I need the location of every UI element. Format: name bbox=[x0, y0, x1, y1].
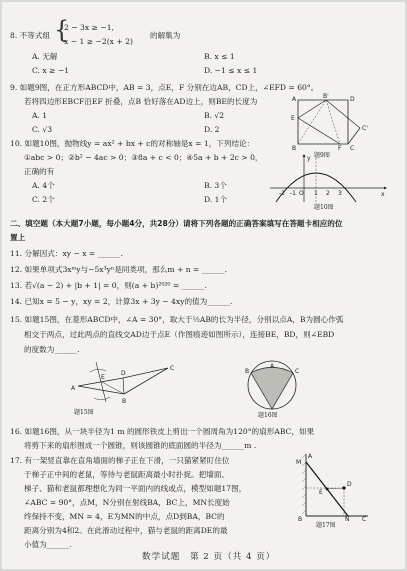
q10-line1: 10. 如题10图，抛物线y = ax² + bx + c的对称轴是x = 1，下列结论： bbox=[10, 139, 255, 148]
q9-option-c: C. √3 bbox=[32, 125, 53, 134]
fig9-label-f: F bbox=[338, 145, 342, 152]
fig15-label-a: A bbox=[71, 385, 76, 392]
section2-title-line1: 二、填空题（本大题7小题，每小题4分，共28分）请将下列各题的正确答案填写在答题卡相应的位 bbox=[10, 219, 343, 228]
fig9-label-b: B bbox=[292, 145, 297, 152]
fig10-tick-3: 3 bbox=[338, 190, 342, 197]
q9-option-a: A. 1 bbox=[32, 111, 48, 120]
fig17-label-e: E bbox=[319, 489, 323, 496]
q8-option-c: C. x ≥ −1 bbox=[32, 66, 70, 75]
figure-16-caption: 题16图 bbox=[258, 412, 278, 419]
figure-16-drawing bbox=[234, 358, 310, 412]
q17-line1: 17. 有一架竖直靠在直角墙面的梯子正在下滑，一只猫紧紧盯住位 bbox=[10, 456, 230, 465]
figure-10-caption: 题10图 bbox=[314, 204, 334, 211]
figure-10 bbox=[266, 152, 390, 212]
fig16-label-a: A bbox=[270, 363, 275, 370]
fig15-label-b: B bbox=[122, 398, 127, 405]
q8-stem-end: 的解集为 bbox=[150, 31, 181, 40]
q15-line2: 相交于两点，过此两点的直线交AD边于点E（作图痕迹如图所示），连接BE，BD，则∠EBD bbox=[24, 330, 335, 339]
q14: 14. 已知x = 5 − y，xy = 2，计算3x + 3y − 4xy的值为______. bbox=[10, 297, 233, 306]
fig16-label-c: C bbox=[295, 368, 300, 375]
fig10-label-y: y bbox=[307, 155, 311, 162]
q8-system-row2: x − 1 ≥ −2(x + 2) bbox=[64, 37, 133, 46]
fig10-tick-2: 2 bbox=[326, 190, 330, 197]
figure-10-drawing bbox=[266, 152, 390, 204]
figure-9-caption: 题9图 bbox=[314, 152, 330, 159]
q10-option-a: A. 4个 bbox=[32, 181, 55, 190]
fig17-label-n: N bbox=[345, 516, 350, 522]
fig10-label-origin: O bbox=[299, 190, 304, 197]
fig9-label-d: D bbox=[350, 96, 355, 103]
q17-line3: 梯子、猫和老鼠都理想化为同一平面内的线或点，模型如题17图， bbox=[24, 484, 247, 493]
fig10-tick-1: 1 bbox=[314, 190, 318, 197]
figure-17 bbox=[292, 450, 370, 530]
fig9-label-e: E bbox=[291, 115, 295, 122]
q15-line3: 的度数为______. bbox=[24, 345, 80, 354]
fig10-label-x: x bbox=[381, 191, 385, 198]
fig16-label-b: B bbox=[245, 368, 250, 375]
fig9-label-cp: C' bbox=[362, 125, 368, 132]
figure-15-drawing bbox=[68, 358, 178, 408]
fig10-tick-minus2: -2 bbox=[279, 190, 285, 197]
q10-line3: 正确的有 bbox=[24, 167, 55, 176]
figure-17-drawing bbox=[292, 450, 370, 522]
figure-16 bbox=[234, 358, 310, 420]
q10-option-d: D. 1个 bbox=[204, 195, 228, 204]
q9-line1: 9. 如题9图，在正方形ABCD中，AB = 3，点E，F 分别在边AB，CD上，∠EFD = 60°。 bbox=[10, 83, 319, 92]
q10-line2: ①abc > 0；②b² − 4ac > 0；③8a + c < 0；④5a + b + 2c > 0， bbox=[24, 153, 263, 162]
q15-line1: 15. 如题15图，在菱形ABCD中，∠A = 30°，取大于½AB的长为半径，分别以点A，B为圆心作弧 bbox=[10, 315, 344, 324]
exam-page bbox=[2, 2, 405, 569]
figure-17-caption: 题17图 bbox=[316, 522, 336, 529]
fig17-label-b: B bbox=[298, 516, 303, 522]
fig15-label-c: C bbox=[170, 365, 175, 372]
fig10-tick-minus1: -1 bbox=[290, 190, 296, 197]
q16-line2: 将剪下来的扇形围成一个圆锥，则该圆锥的底面圆的半径为______m . bbox=[24, 441, 257, 450]
q8-brace: { bbox=[54, 16, 70, 44]
page-footer: 数学试题 第 2 页（共 4 页） bbox=[142, 552, 276, 562]
q9-option-d: D. 2 bbox=[204, 125, 220, 134]
q17-line2: 于梯子正中间的老鼠，等待与老鼠距离最小时扑捉。把墙面、 bbox=[24, 470, 230, 479]
q8-system-row1: 2 − 3x ≥ −1, bbox=[64, 23, 114, 32]
q10-option-b: B. 3个 bbox=[204, 181, 227, 190]
fig17-label-a: A bbox=[308, 453, 313, 460]
q10-option-c: C. 2个 bbox=[32, 195, 55, 204]
q17-line7: 小值为______. bbox=[24, 540, 72, 549]
q8-option-a: A. 无解 bbox=[32, 52, 58, 61]
q8-option-b: B. x ≤ 1 bbox=[204, 52, 235, 61]
figure-15 bbox=[68, 358, 178, 418]
q8-option-d: D. −1 ≤ x ≤ 1 bbox=[204, 66, 258, 75]
fig15-label-d: D bbox=[121, 370, 126, 377]
q12: 12. 如果单项式3xᵐy与−5x³yⁿ是同类项，那么m + n = ______. bbox=[10, 265, 228, 274]
fig17-label-d: D bbox=[347, 481, 352, 488]
fig15-label-e: E bbox=[101, 374, 105, 381]
q8-stem: 8. 不等式组 bbox=[10, 31, 51, 40]
fig9-label-bp: B' bbox=[323, 93, 329, 100]
fig9-label-a: A bbox=[292, 96, 297, 103]
figure-15-caption: 题15图 bbox=[74, 409, 94, 416]
q13: 13. 若√(a − 2) + |b + 1| = 0，则(a + b)²⁰²⁰ = ______. bbox=[10, 281, 207, 290]
q11: 11. 分解因式：xy − x = ______. bbox=[10, 249, 123, 258]
q17-line5: 终保持不变，MN = 4，E为MN的中点，点D到BA，BC的 bbox=[24, 512, 225, 521]
fig17-label-m: M bbox=[296, 459, 302, 466]
section2-title-line2: 置上 bbox=[10, 233, 26, 242]
fig17-label-c: C bbox=[362, 516, 367, 522]
q17-line6: 距离分别为4和2。在此滑动过程中，猫与老鼠的距离DE的最 bbox=[24, 526, 228, 535]
q16-line1: 16. 如题16图，从一块半径为1 m 的圆形铁皮上剪出一个圆周角为120°的扇形ABC，如果 bbox=[10, 427, 315, 436]
q9-line2: 若将四边形EBCF沿EF 折叠，点B 恰好落在AD边上，则BE的长度为 bbox=[24, 97, 258, 106]
fig9-label-c: C bbox=[350, 145, 355, 152]
q9-option-b: B. √2 bbox=[204, 111, 225, 120]
q17-line4: ∠ABC = 90°，点M，N分别在射线BA，BC上，MN长度始 bbox=[24, 498, 230, 507]
